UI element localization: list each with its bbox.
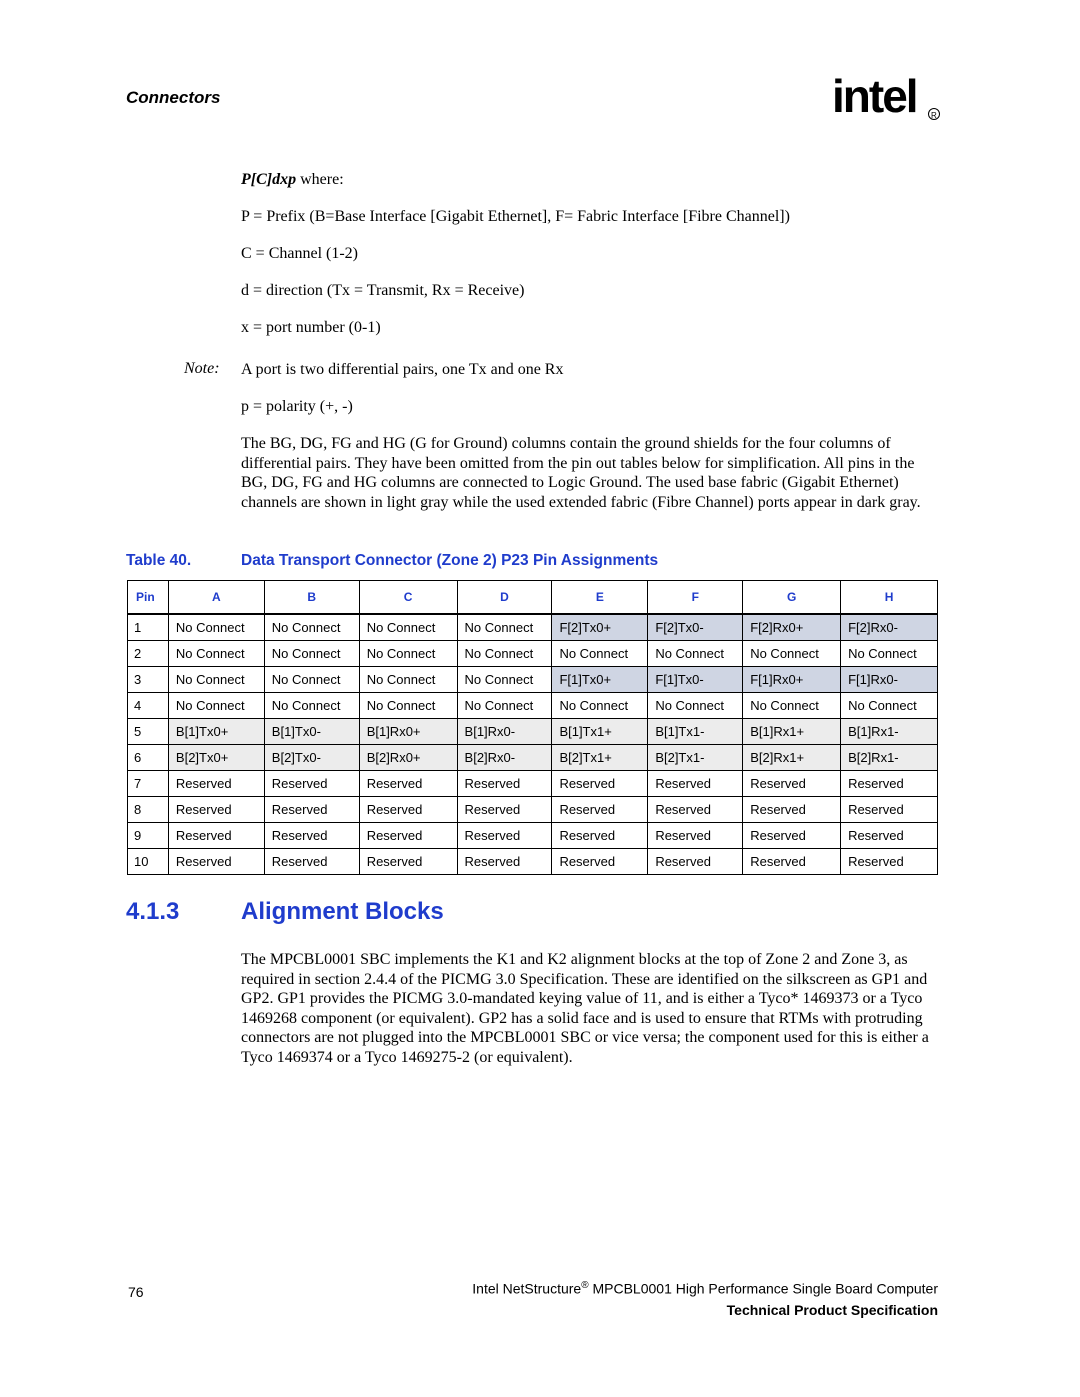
pin-signal-cell: Reserved: [841, 771, 938, 797]
pin-number-cell: 2: [128, 641, 169, 667]
pin-signal-cell: No Connect: [168, 641, 264, 667]
table-row: [128, 641, 938, 667]
intel-logo: [832, 68, 942, 132]
pin-signal-cell: B[1]Rx1+: [743, 719, 841, 745]
pin-signal-cell: No Connect: [457, 641, 552, 667]
column-header: D: [457, 581, 552, 615]
table-row: [128, 823, 938, 849]
pin-number-cell: 6: [128, 745, 169, 771]
pin-signal-cell: No Connect: [168, 693, 264, 719]
pin-signal-cell: F[2]Rx0+: [743, 614, 841, 641]
pin-signal-cell: Reserved: [168, 849, 264, 875]
pin-signal-cell: Reserved: [743, 849, 841, 875]
pin-signal-cell: No Connect: [743, 641, 841, 667]
pin-signal-cell: No Connect: [648, 641, 743, 667]
pin-signal-cell: No Connect: [168, 614, 264, 641]
pin-signal-cell: B[1]Rx0-: [457, 719, 552, 745]
direction-definition: d = direction (Tx = Transmit, Rx = Receive): [241, 282, 525, 299]
pin-number-cell: 10: [128, 849, 169, 875]
column-header: H: [841, 581, 938, 615]
pin-signal-cell: No Connect: [457, 693, 552, 719]
pin-signal-cell: No Connect: [552, 641, 648, 667]
footer-title-prefix: Intel NetStructure: [472, 1280, 582, 1297]
ground-paragraph: The BG, DG, FG and HG (G for Ground) columns contain the ground shields for the four columns of differential pairs. They have been omitted from the pin out tables below for simplification. All pins in the BG, DG, FG and HG columns are connected to Logic Ground. The used base fabric (Gigabit Ethernet) channels are shown in light gray while the used extended fabric (Fibre Channel) ports appear in dark gray.: [241, 435, 921, 511]
table-header-row: [128, 581, 938, 615]
registered-mark: ®: [581, 1280, 589, 1291]
table-row: [128, 745, 938, 771]
pin-signal-cell: Reserved: [457, 771, 552, 797]
pin-signal-cell: Reserved: [648, 771, 743, 797]
column-header: C: [359, 581, 457, 615]
pin-signal-cell: Reserved: [648, 823, 743, 849]
pin-signal-cell: Reserved: [359, 797, 457, 823]
pin-signal-cell: No Connect: [841, 641, 938, 667]
format-code: P[C]dxp: [241, 171, 297, 188]
table-title: Data Transport Connector (Zone 2) P23 Pin Assignments: [241, 552, 659, 569]
pin-signal-cell: F[2]Rx0-: [841, 614, 938, 641]
pin-signal-cell: B[2]Tx1+: [552, 745, 648, 771]
pin-number-cell: 8: [128, 797, 169, 823]
column-header: E: [552, 581, 648, 615]
table-number: Table 40.: [126, 552, 192, 569]
polarity-definition: p = polarity (+, -): [241, 398, 353, 415]
pin-signal-cell: Reserved: [841, 797, 938, 823]
column-header: F: [648, 581, 743, 615]
pin-signal-cell: Reserved: [648, 797, 743, 823]
pin-signal-cell: No Connect: [264, 693, 359, 719]
pin-signal-cell: B[1]Rx0+: [359, 719, 457, 745]
pin-signal-cell: Reserved: [743, 823, 841, 849]
column-header: G: [743, 581, 841, 615]
pin-number-cell: 3: [128, 667, 169, 693]
pin-signal-cell: No Connect: [359, 693, 457, 719]
pin-signal-cell: Reserved: [359, 771, 457, 797]
pin-signal-cell: B[1]Rx1-: [841, 719, 938, 745]
alignment-paragraph: The MPCBL0001 SBC implements the K1 and K2 alignment blocks at the top of Zone 2 and Zone 3, as required in section 2.4.4 of the PICMG 3.0 Specification. These are identified on the silkscreen as GP1 and GP2. GP1 provides the PICMG 3.0-mandated keying value of 11, and is either a Tyco* 1469373 or a Tyco 1469268 component (or equivalent). GP2 has a solid face and is used to ensure that RTMs with protruding connectors are not plugged into the MPCBL0001 SBC or vice versa; the component used for this is either a Tyco 1469374 or a Tyco 1469275-2 (or equivalent).: [241, 951, 929, 1066]
column-header: Pin: [128, 581, 169, 615]
pin-signal-cell: Reserved: [168, 797, 264, 823]
pin-signal-cell: No Connect: [168, 667, 264, 693]
pin-signal-cell: F[2]Tx0-: [648, 614, 743, 641]
pin-signal-cell: Reserved: [552, 797, 648, 823]
table-row: [128, 667, 938, 693]
footer-title: [472, 1280, 938, 1297]
pin-signal-cell: F[1]Tx0-: [648, 667, 743, 693]
prefix-definition: P = Prefix (B=Base Interface [Gigabit Ethernet], F= Fabric Interface [Fibre Channel]): [241, 208, 790, 225]
table-row: [128, 849, 938, 875]
table-caption: [126, 552, 658, 570]
pin-signal-cell: Reserved: [359, 849, 457, 875]
note-label: Note:: [184, 360, 220, 377]
table-body: [128, 614, 938, 875]
pin-signal-cell: B[1]Tx0+: [168, 719, 264, 745]
pin-signal-cell: Reserved: [743, 771, 841, 797]
pin-signal-cell: B[2]Tx0+: [168, 745, 264, 771]
table-row: [128, 693, 938, 719]
pin-signal-cell: No Connect: [264, 614, 359, 641]
table-row: [128, 614, 938, 641]
pin-number-cell: 9: [128, 823, 169, 849]
section-title: Alignment Blocks: [241, 898, 444, 925]
pin-signal-cell: No Connect: [359, 614, 457, 641]
section-number: 4.1.3: [126, 898, 180, 925]
note-text: A port is two differential pairs, one Tx and one Rx: [241, 361, 564, 378]
pin-signal-cell: Reserved: [264, 823, 359, 849]
pin-signal-cell: F[1]Rx0-: [841, 667, 938, 693]
pin-signal-cell: Reserved: [841, 823, 938, 849]
pin-signal-cell: No Connect: [841, 693, 938, 719]
pin-signal-cell: No Connect: [457, 614, 552, 641]
table-row: [128, 797, 938, 823]
pin-signal-cell: Reserved: [457, 823, 552, 849]
pin-signal-cell: F[1]Rx0+: [743, 667, 841, 693]
pin-signal-cell: Reserved: [359, 823, 457, 849]
pin-signal-cell: F[2]Tx0+: [552, 614, 648, 641]
pin-signal-cell: Reserved: [264, 797, 359, 823]
pin-signal-cell: Reserved: [552, 849, 648, 875]
column-header: B: [264, 581, 359, 615]
format-suffix: where:: [296, 171, 344, 188]
pin-signal-cell: B[2]Tx1-: [648, 745, 743, 771]
pin-signal-cell: B[1]Tx0-: [264, 719, 359, 745]
pin-signal-cell: B[2]Rx0+: [359, 745, 457, 771]
pin-signal-cell: No Connect: [457, 667, 552, 693]
pin-signal-cell: No Connect: [743, 693, 841, 719]
pin-signal-cell: No Connect: [552, 693, 648, 719]
format-definition: [241, 170, 941, 190]
pin-signal-cell: No Connect: [359, 641, 457, 667]
pin-assignment-table: [127, 580, 938, 875]
pin-signal-cell: Reserved: [743, 797, 841, 823]
port-definition: x = port number (0-1): [241, 319, 381, 336]
pin-signal-cell: Reserved: [264, 849, 359, 875]
pin-signal-cell: B[2]Tx0-: [264, 745, 359, 771]
table-row: [128, 719, 938, 745]
pin-signal-cell: B[1]Tx1+: [552, 719, 648, 745]
pin-signal-cell: Reserved: [841, 849, 938, 875]
section-heading: [126, 898, 444, 926]
pin-signal-cell: B[1]Tx1-: [648, 719, 743, 745]
footer-title-suffix: MPCBL0001 High Performance Single Board Computer: [588, 1280, 938, 1297]
running-section-header: Connectors: [126, 88, 221, 107]
page-number: 76: [128, 1284, 144, 1300]
pin-signal-cell: Reserved: [168, 771, 264, 797]
pin-number-cell: 5: [128, 719, 169, 745]
channel-definition: C = Channel (1-2): [241, 245, 358, 262]
table-row: [128, 771, 938, 797]
pin-number-cell: 4: [128, 693, 169, 719]
pin-signal-cell: F[1]Tx0+: [552, 667, 648, 693]
pin-signal-cell: No Connect: [264, 641, 359, 667]
logo-registered-mark: R: [931, 111, 937, 120]
pin-signal-cell: Reserved: [552, 771, 648, 797]
pin-number-cell: 7: [128, 771, 169, 797]
pin-signal-cell: No Connect: [359, 667, 457, 693]
pin-signal-cell: Reserved: [168, 823, 264, 849]
pin-signal-cell: Reserved: [457, 797, 552, 823]
pin-signal-cell: B[2]Rx1+: [743, 745, 841, 771]
pin-signal-cell: Reserved: [264, 771, 359, 797]
pin-signal-cell: Reserved: [457, 849, 552, 875]
pin-signal-cell: B[2]Rx0-: [457, 745, 552, 771]
pin-signal-cell: Reserved: [648, 849, 743, 875]
column-header: A: [168, 581, 264, 615]
footer-subtitle: Technical Product Specification: [726, 1302, 938, 1318]
logo-wordmark: intel: [832, 70, 917, 122]
pin-number-cell: 1: [128, 614, 169, 641]
pin-signal-cell: Reserved: [552, 823, 648, 849]
pin-signal-cell: No Connect: [648, 693, 743, 719]
pin-signal-cell: No Connect: [264, 667, 359, 693]
pin-signal-cell: B[2]Rx1-: [841, 745, 938, 771]
